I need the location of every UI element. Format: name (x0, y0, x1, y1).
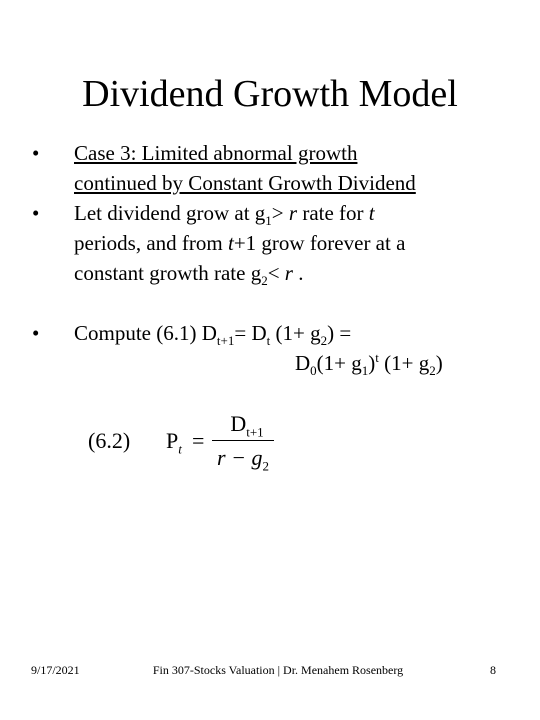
case-3-line-1: Case 3: Limited abnormal growth (74, 141, 358, 165)
slide-title: Dividend Growth Model (82, 73, 458, 115)
footer-page-number: 8 (490, 663, 496, 677)
fraction-bar (212, 440, 274, 441)
growth-line-2: periods, and from t+1 grow forever at a (74, 231, 406, 255)
footer-date: 9/17/2021 (31, 663, 80, 677)
equation-6-2 (88, 410, 348, 480)
slide-footer (0, 663, 540, 679)
bullet-mark: • (32, 321, 40, 345)
compute-line-2: $D_0(1+ g_1)^t$ $(1+ g_2)$ (295, 350, 443, 379)
bullet-compute (32, 318, 532, 378)
equation-lhs: $P_t$ (166, 428, 182, 457)
equation-denominator: $r - g_2$ (217, 445, 269, 474)
equation-numerator: $D_{t+1}$ (230, 411, 264, 440)
compute-line-1: Compute (6.1) $D_{t+1}= D_t$ $(1+ g_2)$ = (74, 321, 352, 349)
equation-fraction (212, 410, 274, 472)
equation-label: (6.2) (88, 428, 131, 453)
growth-line-1: Let dividend grow at $g_1> r$ rate for t (74, 201, 375, 229)
bullet-dividend-growth (32, 198, 532, 288)
footer-course-info: Fin 307-Stocks Valuation | Dr. Menahem Rosenberg (152, 663, 404, 677)
case-3-line-2: continued by Constant Growth Dividend (74, 171, 416, 195)
growth-line-3: constant growth rate $g_2< r$ . (74, 261, 304, 289)
bullet-mark: • (32, 201, 40, 225)
bullet-list (32, 138, 532, 378)
bullet-case-3 (32, 138, 532, 198)
equation-equals: = (192, 428, 205, 453)
bullet-spacer (32, 288, 532, 318)
bullet-mark: • (32, 141, 40, 165)
